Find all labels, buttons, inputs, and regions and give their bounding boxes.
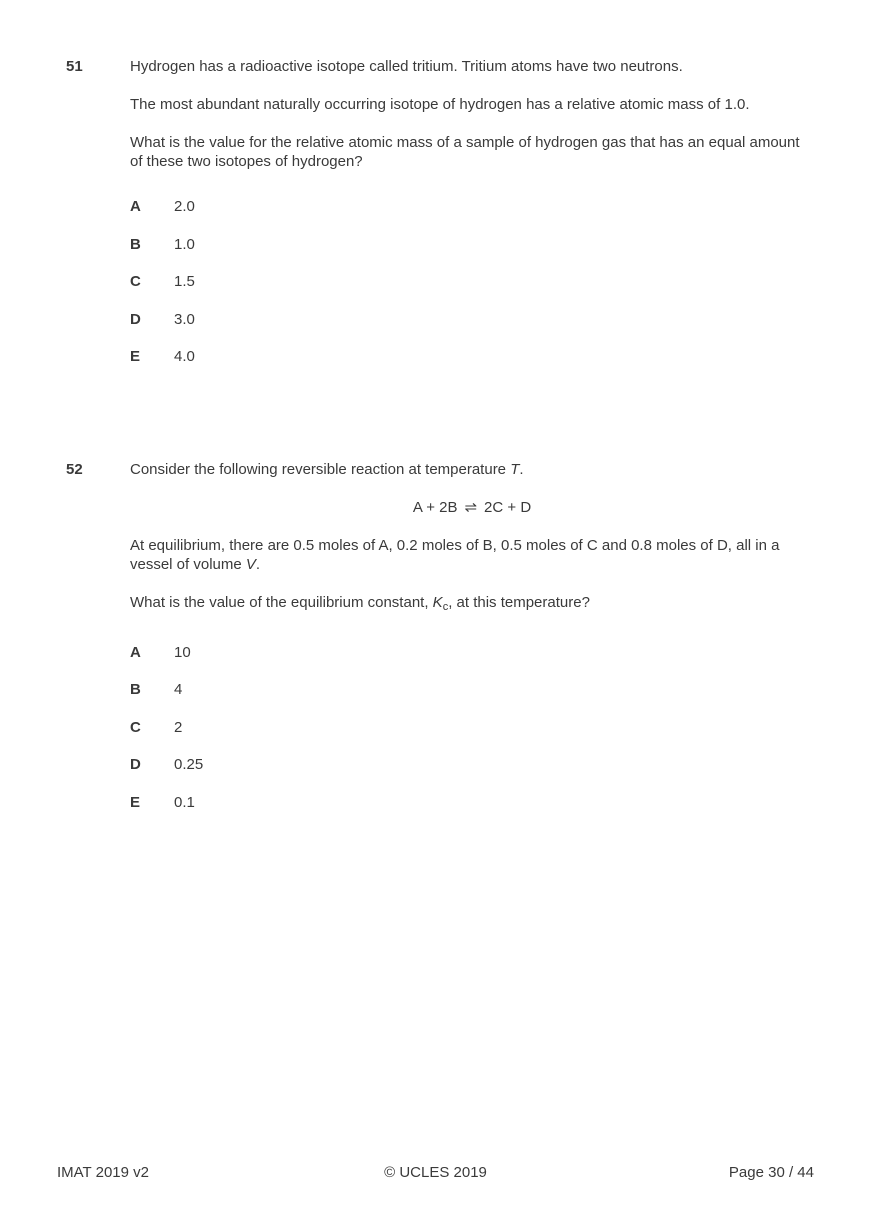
option-letter: A — [130, 643, 141, 661]
option-value: 1.5 — [174, 273, 195, 290]
variable-K: K — [432, 593, 443, 611]
option-value: 0.25 — [174, 756, 204, 773]
option-value: 4 — [174, 681, 183, 698]
question-52 — [66, 460, 814, 831]
variable-V: V — [245, 555, 256, 573]
option-row — [130, 310, 814, 330]
option-value: 4.0 — [174, 348, 195, 365]
subscript-c: c — [442, 600, 449, 613]
option-letter: C — [130, 718, 141, 736]
option-row — [130, 793, 814, 813]
question-52-options — [130, 643, 814, 813]
option-value: 0.1 — [174, 793, 195, 811]
footer-page-number: Page 30 / 44 — [728, 1164, 814, 1181]
option-letter: B — [130, 235, 141, 253]
option-letter: E — [130, 348, 141, 365]
question-51-paragraph-2: The most abundant naturally occurring isotope of hydrogen has a relative atomic mass of 1.0. — [130, 96, 750, 113]
option-row — [130, 272, 814, 292]
option-row — [130, 197, 814, 217]
question-52-prompt: What is the value of the equilibrium constant, $K_c$, at this temperature? — [130, 593, 590, 613]
question-51-paragraph-1: Hydrogen has a radioactive isotope called tritium. Tritium atoms have two neutrons. — [130, 58, 683, 75]
option-row — [130, 680, 814, 700]
option-letter: D — [130, 310, 141, 328]
option-row — [130, 235, 814, 255]
option-value: 1.0 — [174, 235, 195, 253]
option-letter: A — [130, 198, 141, 215]
option-row — [130, 755, 814, 775]
page-footer — [57, 1163, 814, 1182]
option-letter: B — [130, 681, 141, 698]
option-value: 10 — [174, 643, 191, 661]
question-52-number: 52 — [66, 460, 83, 478]
option-letter: D — [130, 756, 141, 773]
question-52-body — [130, 460, 814, 831]
option-row — [130, 643, 814, 663]
question-51 — [66, 57, 814, 385]
question-52-paragraph-2: At equilibrium, there are 0.5 moles of A, 0.2 moles of B, 0.5 moles of C and 0.8 moles of D, all in a vessel of volume V. — [130, 536, 780, 573]
footer-document-id: IMAT 2019 v2 — [57, 1164, 149, 1181]
question-51-body — [130, 57, 814, 385]
option-row — [130, 718, 814, 738]
chemical-equation: A + 2B ⇌ 2C + D — [412, 498, 532, 516]
option-letter: C — [130, 273, 141, 290]
footer-copyright: © UCLES 2019 — [384, 1164, 487, 1181]
option-row — [130, 347, 814, 367]
option-value: 3.0 — [174, 310, 195, 328]
question-51-options — [130, 197, 814, 367]
equilibrium-arrow: ⇌ — [464, 498, 478, 516]
option-value: 2.0 — [174, 198, 195, 215]
question-51-prompt: What is the value for the relative atomic mass of a sample of hydrogen gas that has an equal amount of these two isotopes of hydrogen? — [130, 134, 800, 170]
question-51-number: 51 — [66, 58, 83, 75]
question-52-paragraph-1: Consider the following reversible reaction at temperature T. — [130, 460, 524, 478]
variable-T: T — [510, 460, 520, 478]
option-value: 2 — [174, 718, 183, 736]
option-letter: E — [130, 793, 141, 811]
